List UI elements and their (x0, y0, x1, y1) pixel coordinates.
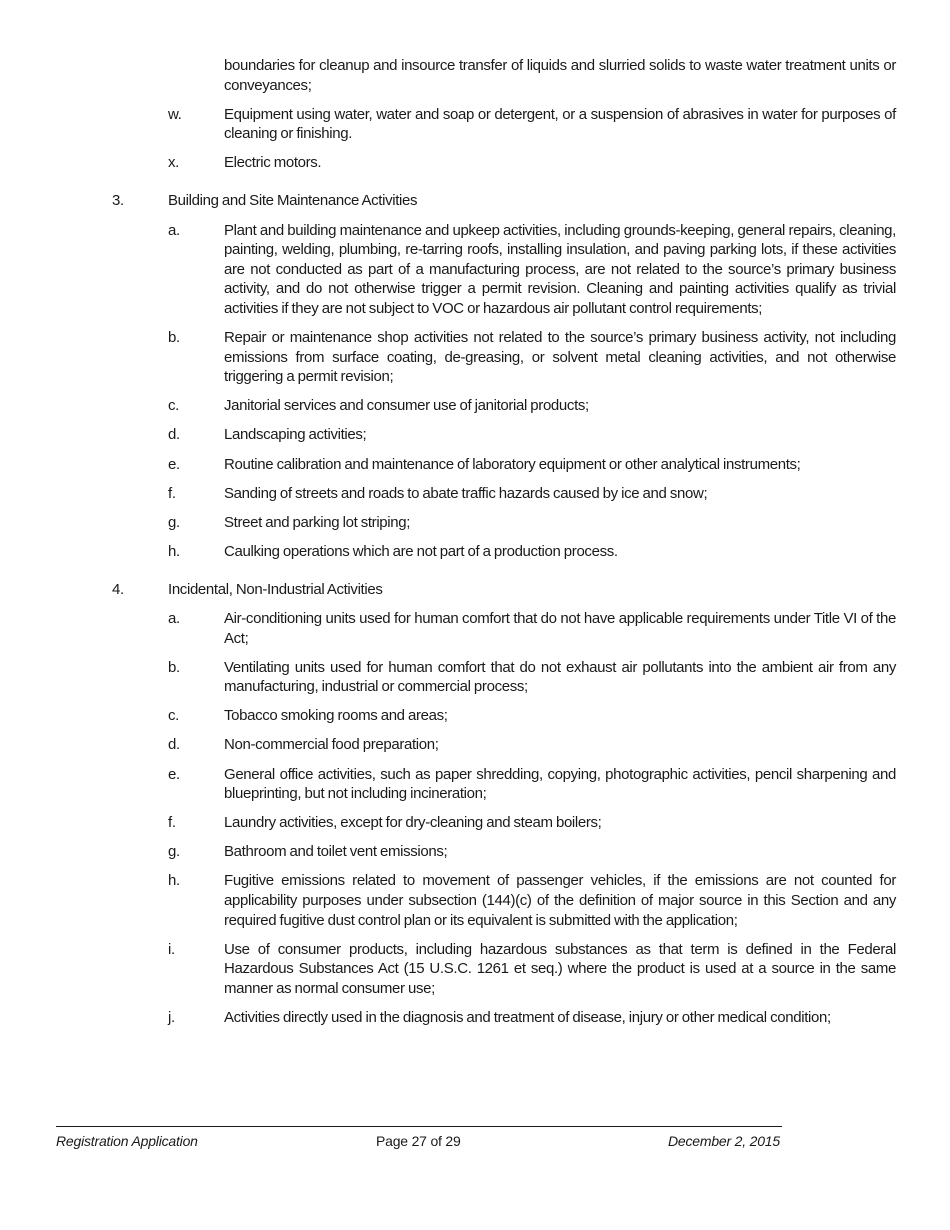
footer-document-title: Registration Application (56, 1133, 198, 1149)
list-item-text: Repair or maintenance shop activities not related to the source’s primary business activity, not including emissions from surface coating, de-greasing, or solvent metal cleaning activities, and not otherwise triggering a permit revision; (224, 329, 896, 386)
section-4-item-c (0, 706, 950, 726)
list-item-text: Caulking operations which are not part of a production process. (224, 542, 618, 560)
list-marker: g. (168, 843, 180, 861)
section-3-item-a (0, 221, 950, 319)
section-4-heading (0, 580, 950, 600)
footer-divider (56, 1126, 782, 1127)
section-number: 3. (112, 192, 124, 210)
list-marker: x. (168, 154, 179, 172)
list-item-text: Non-commercial food preparation; (224, 736, 439, 754)
section-3-item-d (0, 425, 950, 445)
list-marker: f. (168, 814, 176, 832)
list-marker: a. (168, 609, 180, 627)
list-marker: d. (168, 426, 180, 444)
list-item-text: Air-conditioning units used for human comfort that do not have applicable requirements under Title VI of the Act; (224, 609, 896, 647)
list-item-text: Landscaping activities; (224, 426, 367, 444)
section-4-item-b (0, 658, 950, 697)
list-item-text: Laundry activities, except for dry-cleaning and steam boilers; (224, 814, 602, 832)
section-4-item-g (0, 842, 950, 862)
section-3-item-b (0, 328, 950, 387)
list-item-text: Equipment using water, water and soap or detergent, or a suspension of abrasives in water for purposes of cleaning or finishing. (224, 105, 896, 143)
footer-page-number: Page 27 of 29 (376, 1133, 461, 1149)
list-marker: c. (168, 397, 179, 415)
section-4-item-d (0, 735, 950, 755)
list-marker: b. (168, 658, 180, 676)
section-3-heading (0, 191, 950, 211)
list-marker: g. (168, 513, 180, 531)
list-item-w (0, 105, 950, 144)
section-3-item-e (0, 455, 950, 475)
list-marker: h. (168, 542, 180, 560)
list-marker: e. (168, 765, 180, 783)
list-marker: i. (168, 940, 175, 958)
list-item-text: Sanding of streets and roads to abate traffic hazards caused by ice and snow; (224, 484, 708, 502)
list-marker: c. (168, 707, 179, 725)
list-item-text: Activities directly used in the diagnosis and treatment of disease, injury or other medical condition; (224, 1008, 831, 1026)
list-item-text: Ventilating units used for human comfort that do not exhaust air pollutants into the ambient air from any manufacturing, industrial or commercial process; (224, 658, 896, 696)
paragraph-text: boundaries for cleanup and insource transfer of liquids and slurried solids to waste water treatment units or conveyances; (224, 57, 896, 94)
page-body (0, 56, 950, 1028)
list-item-text: General office activities, such as paper shredding, copying, photographic activities, pencil sharpening and blueprinting, but not including incineration; (224, 765, 896, 803)
section-4-item-e (0, 765, 950, 804)
list-item-text: Routine calibration and maintenance of laboratory equipment or other analytical instruments; (224, 455, 801, 473)
list-item-text: Tobacco smoking rooms and areas; (224, 707, 448, 725)
section-number: 4. (112, 580, 124, 598)
list-item-x (0, 153, 950, 173)
list-marker: f. (168, 484, 176, 502)
list-marker: e. (168, 455, 180, 473)
section-title: Incidental, Non-Industrial Activities (168, 580, 383, 598)
section-4-item-a (0, 609, 950, 648)
list-marker: h. (168, 872, 180, 890)
list-marker: b. (168, 329, 180, 347)
list-marker: w. (168, 105, 182, 123)
continuation-paragraph (0, 56, 950, 95)
section-4-item-i (0, 940, 950, 999)
section-4-item-f (0, 813, 950, 833)
section-3-item-f (0, 484, 950, 504)
list-item-text: Plant and building maintenance and upkeep activities, including grounds-keeping, general repairs, cleaning, painting, welding, plumbing, re-tarring roofs, installing insulation, and paving parking lots, if these activities are not conducted as part of a manufacturing process, are not related to the source’s primary business activity, and do not otherwise trigger a permit revision. Cleaning and painting activities qualify as trivial activities if they are not subject to VOC or hazardous air pollutant control requirements; (224, 221, 896, 317)
list-marker: a. (168, 221, 180, 239)
list-item-text: Fugitive emissions related to movement of passenger vehicles, if the emissions are not counted for applicability purposes under subsection (144)(c) of the definition of major source in this Section and any required fugitive dust control plan or its equivalent is submitted with the application; (224, 872, 896, 929)
list-item-text: Street and parking lot striping; (224, 513, 411, 531)
list-marker: d. (168, 736, 180, 754)
list-marker: j. (168, 1008, 175, 1026)
section-3-item-g (0, 513, 950, 533)
list-item-text: Janitorial services and consumer use of janitorial products; (224, 397, 589, 415)
footer-date: December 2, 2015 (668, 1133, 780, 1149)
section-4-item-h (0, 871, 950, 930)
list-item-text: Use of consumer products, including hazardous substances as that term is defined in the Federal Hazardous Substances Act (15 U.S.C. 1261 et seq.) where the product is used at a source in the same manner as normal consumer use; (224, 940, 896, 997)
section-4-item-j (0, 1008, 950, 1028)
section-3-item-c (0, 396, 950, 416)
section-3-item-h (0, 542, 950, 562)
list-item-text: Electric motors. (224, 154, 322, 172)
section-title: Building and Site Maintenance Activities (168, 192, 418, 210)
list-item-text: Bathroom and toilet vent emissions; (224, 843, 448, 861)
